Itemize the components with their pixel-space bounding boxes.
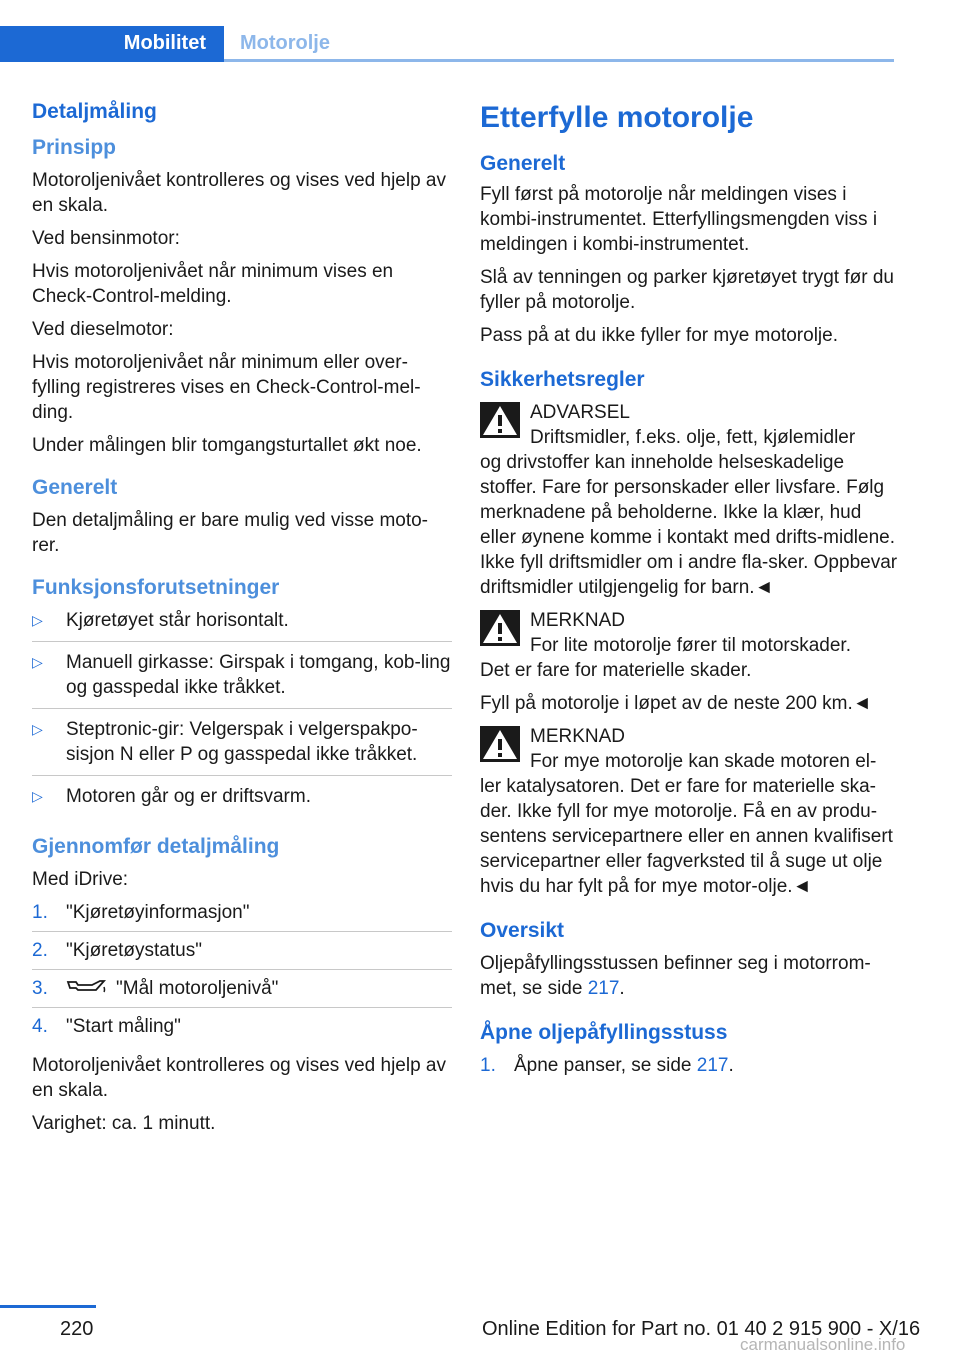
triangle-bullet-icon: ▷ [32, 612, 43, 628]
notice-block [480, 724, 902, 899]
step-list [32, 900, 452, 1045]
paragraph: Ved bensinmotor: [32, 228, 180, 249]
list-item: ▷ Manuell girkasse: Girspak i tomgang, kob-ling og gasspedal ikke tråkket. [32, 650, 452, 709]
notice-title: MERKNAD [530, 726, 626, 747]
heading-gjennomfor: Gjennomfør detaljmåling [32, 835, 280, 858]
heading-funksjonsforutsetninger: Funksjonsforutsetninger [32, 576, 280, 599]
page-header [0, 0, 960, 62]
edition-text: Online Edition for Part no. 01 40 2 915 900 - X/16 [482, 1318, 921, 1340]
heading-generelt-right: Generelt [480, 152, 566, 175]
oil-can-icon [66, 976, 108, 1001]
notice-block [480, 608, 902, 683]
paragraph: Fyll først på motorolje når meldingen vises i kombi-instrumentet. Etterfyllingsmengden viss i meldingen i kombi-instrumentet. [480, 184, 878, 255]
heading-detaljmaling: Detaljmåling [32, 100, 157, 123]
paragraph: Under målingen blir tomgangsturtallet økt noe. [32, 435, 422, 456]
tab-mobilitet [0, 26, 224, 62]
heading-oversikt: Oversikt [480, 919, 565, 942]
list-item: 1. Åpne panser, se side 217. [480, 1055, 734, 1076]
warning-text: og drivstoffer kan inneholde helseskadelige stoffer. Fare for personskader eller livsfare. Følg merknadene på beholderne. Ikke la klær, hud eller øynene komme i kontakt med drifts-midlene. Ikke fyll driftsmidler om i andre fla-sker. Oppbevar driftsmidler utilgjengelig for barn.◄ [480, 452, 898, 598]
list-item: 4. "Start måling" [32, 1016, 181, 1038]
heading-prinsipp: Prinsipp [32, 136, 117, 159]
paragraph: Pass på at du ikke fyller for mye motorolje. [480, 325, 838, 346]
tab-mobilitet-label: Mobilitet [123, 32, 206, 54]
paragraph: Fyll på motorolje i løpet av de neste 200 km.◄ [480, 693, 872, 714]
list-item: ▷ Motoren går og er driftsvarm. [32, 786, 311, 807]
paragraph: Motoroljenivået kontrolleres og vises ved hjelp av en skala. [32, 1055, 446, 1102]
list-item: 2. "Kjøretøystatus" [32, 938, 452, 970]
tab-motorolje [224, 26, 894, 62]
heading-apne: Åpne oljepåfyllingsstuss [480, 1021, 728, 1044]
list-item: 3. "Mål motoroljenivå" [32, 976, 452, 1008]
notice-title: MERKNAD [530, 610, 626, 631]
warning-block [480, 400, 902, 600]
page-link[interactable]: 217 [696, 1055, 729, 1076]
notice-text: Det er fare for materielle skader. [480, 660, 752, 681]
paragraph: Hvis motoroljenivået når minimum eller over-fylling registreres vises en Check-Control-mel-ding. [32, 352, 421, 423]
tab-motorolje-label: Motorolje [240, 32, 330, 54]
notice-text: ler katalysatoren. Det er fare for materielle ska-der. Ikke fyll for mye motorolje. Få en av produ-sentens servicepartnere eller en annen kvalifisert servicepartner eller fagverksted til å suge ut olje hvis du har fylt på for mye motor-olje.◄ [480, 776, 893, 897]
triangle-bullet-icon: ▷ [32, 654, 43, 670]
page-number: 220 [60, 1318, 94, 1340]
header-rule [224, 59, 894, 62]
footer-rule [0, 1305, 96, 1308]
list-item: ▷ Steptronic-gir: Velgerspak i velgerspakpo-sisjon N eller P og gasspedal ikke tråkket. [32, 717, 452, 776]
notice-text: For mye motorolje kan skade motoren el- [530, 751, 877, 772]
paragraph: Motoroljenivået kontrolleres og vises ved hjelp av en skala. [32, 170, 446, 216]
paragraph: Oljepåfyllingsstussen befinner seg i motorrom-met, se side 217. [480, 953, 871, 999]
list-item: 1. "Kjøretøyinformasjon" [32, 900, 452, 932]
paragraph: Med iDrive: [32, 869, 129, 890]
triangle-bullet-icon: ▷ [32, 721, 43, 737]
left-column [32, 98, 452, 1144]
watermark: carmanualsonline.info [740, 1335, 906, 1354]
warning-triangle-icon [480, 402, 520, 438]
warning-triangle-icon [480, 610, 520, 646]
warning-text: Driftsmidler, f.eks. olje, fett, kjølemidler [530, 427, 856, 448]
right-column [480, 98, 902, 1092]
heading-etterfylle: Etterfylle motorolje [480, 101, 754, 134]
paragraph: Den detaljmåling er bare mulig ved visse moto-rer. [32, 510, 429, 556]
list-item: ▷ Kjøretøyet står horisontalt. [32, 608, 452, 642]
step-list [480, 1053, 902, 1084]
page-link[interactable]: 217 [587, 978, 620, 999]
heading-sikkerhetsregler: Sikkerhetsregler [480, 368, 645, 391]
paragraph: Hvis motoroljenivået når minimum vises en Check-Control-melding. [32, 261, 394, 307]
heading-generelt-left: Generelt [32, 476, 118, 499]
notice-text: For lite motorolje fører til motorskader. [530, 635, 851, 656]
triangle-bullet-icon: ▷ [32, 788, 43, 804]
paragraph: Varighet: ca. 1 minutt. [32, 1113, 216, 1135]
warning-triangle-icon [480, 726, 520, 762]
paragraph: Slå av tenningen og parker kjøretøyet trygt før du fyller på motorolje. [480, 267, 894, 313]
warning-title: ADVARSEL [530, 402, 630, 423]
paragraph: Ved dieselmotor: [32, 319, 174, 340]
prerequisite-list [32, 608, 452, 817]
